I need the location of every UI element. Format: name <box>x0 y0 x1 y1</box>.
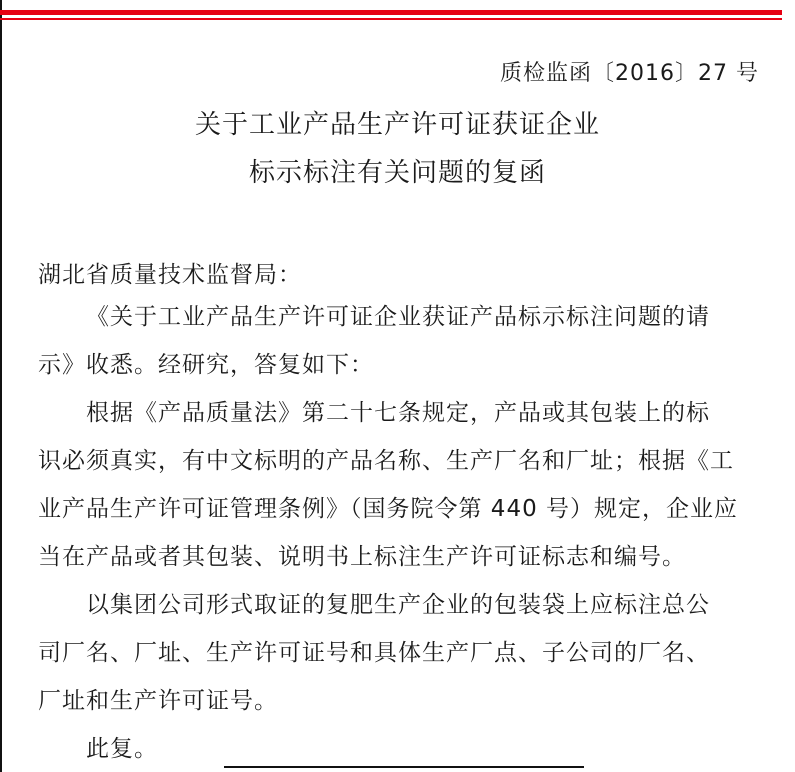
body-line-3: 根据《产品质量法》第二十七条规定，产品或其包装上的标 <box>86 400 710 426</box>
body-line-4: 识必须真实，有中文标明的产品名称、生产厂名和厂址；根据《工 <box>38 448 734 474</box>
closing-text: 此复。 <box>86 736 158 762</box>
body-line-7: 以集团公司形式取证的复肥生产企业的包装袋上应标注总公 <box>86 592 710 618</box>
header-red-rule-thin <box>0 18 782 20</box>
signoff-rule <box>224 766 584 768</box>
addressee: 湖北省质量技术监督局： <box>38 262 302 288</box>
body-line-6: 当在产品或者其包装、说明书上标注生产许可证标志和编号。 <box>38 544 686 570</box>
body-line-1: 《关于工业产品生产许可证企业获证产品标示标注问题的请 <box>86 304 710 330</box>
document-title-line-2: 标示标注有关问题的复函 <box>248 158 546 188</box>
document-number: 质检监函〔2016〕27 号 <box>500 61 759 86</box>
header-red-rule-thick <box>0 10 782 15</box>
body-line-5: 业产品生产许可证管理条例》（国务院令第 440 号）规定，企业应 <box>38 496 739 522</box>
body-line-2: 示》收悉。经研究，答复如下： <box>38 352 374 378</box>
document-title-line-1: 关于工业产品生产许可证获证企业 <box>194 110 600 140</box>
body-line-8: 司厂名、厂址、生产许可证号和具体生产厂点、子公司的厂名、 <box>38 640 710 666</box>
body-line-9: 厂址和生产许可证号。 <box>38 688 278 714</box>
